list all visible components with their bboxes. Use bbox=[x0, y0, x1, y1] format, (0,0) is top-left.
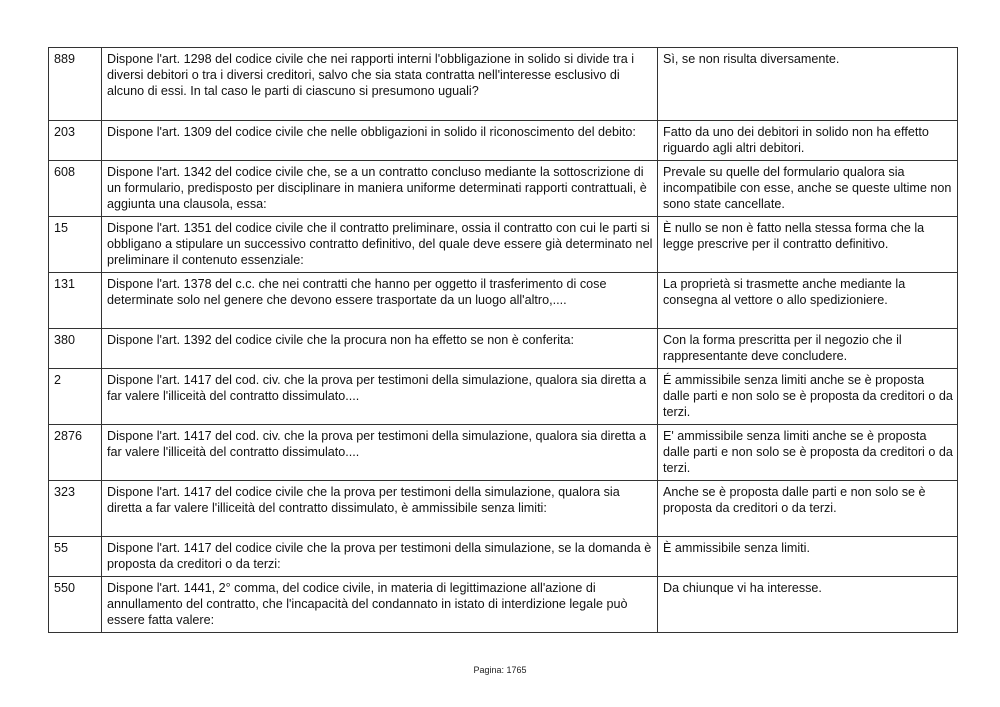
question-id: 2 bbox=[49, 369, 102, 425]
answer-text: E' ammissibile senza limiti anche se è proposta dalle parti e non solo se è proposta da creditori o da terzi. bbox=[658, 425, 958, 481]
table-row bbox=[49, 273, 958, 329]
answer-text: È nullo se non è fatto nella stessa forma che la legge prescrive per il contratto definitivo. bbox=[658, 217, 958, 273]
table-row bbox=[49, 369, 958, 425]
answer-text: La proprietà si trasmette anche mediante la consegna al vettore o allo spedizioniere. bbox=[658, 273, 958, 329]
question-text: Dispone l'art. 1298 del codice civile che nei rapporti interni l'obbligazione in solido si divide tra i diversi debitori o tra i diversi creditori, salvo che sia stata contratta nell'interesse esclusivo di alcuno di essi. In tal caso le parti di ciascuno si presumono uguali? bbox=[102, 48, 658, 121]
question-text: Dispone l'art. 1342 del codice civile che, se a un contratto concluso mediante la sottoscrizione di un formulario, predisposto per disciplinare in maniera uniforme determinati rapporti contrattuali, è aggiunta una clausola, essa: bbox=[102, 161, 658, 217]
question-id: 323 bbox=[49, 481, 102, 537]
question-text: Dispone l'art. 1417 del cod. civ. che la prova per testimoni della simulazione, qualora sia diretta a far valere l'illiceità del contratto dissimulato.... bbox=[102, 425, 658, 481]
table-row bbox=[49, 577, 958, 633]
question-id: 608 bbox=[49, 161, 102, 217]
answer-text: Sì, se non risulta diversamente. bbox=[658, 48, 958, 121]
question-text: Dispone l'art. 1441, 2° comma, del codice civile, in materia di legittimazione all'azione di annullamento del contratto, che l'incapacità del condannato in istato di interdizione legale può essere fatta valere: bbox=[102, 577, 658, 633]
answer-text: È ammissibile senza limiti. bbox=[658, 537, 958, 577]
quiz-table bbox=[48, 47, 958, 633]
table-row bbox=[49, 161, 958, 217]
answer-text: Fatto da uno dei debitori in solido non ha effetto riguardo agli altri debitori. bbox=[658, 121, 958, 161]
question-id: 55 bbox=[49, 537, 102, 577]
table-row bbox=[49, 217, 958, 273]
table-row bbox=[49, 425, 958, 481]
page-footer bbox=[0, 665, 1000, 675]
answer-text: Anche se è proposta dalle parti e non solo se è proposta da creditori o da terzi. bbox=[658, 481, 958, 537]
question-id: 889 bbox=[49, 48, 102, 121]
answer-text: Con la forma prescritta per il negozio che il rappresentante deve concludere. bbox=[658, 329, 958, 369]
question-id: 15 bbox=[49, 217, 102, 273]
question-text: Dispone l'art. 1417 del cod. civ. che la prova per testimoni della simulazione, qualora sia diretta a far valere l'illiceità del contratto dissimulato.... bbox=[102, 369, 658, 425]
question-id: 550 bbox=[49, 577, 102, 633]
table-row bbox=[49, 329, 958, 369]
question-id: 131 bbox=[49, 273, 102, 329]
answer-text: Da chiunque vi ha interesse. bbox=[658, 577, 958, 633]
question-text: Dispone l'art. 1309 del codice civile che nelle obbligazioni in solido il riconoscimento del debito: bbox=[102, 121, 658, 161]
question-id: 203 bbox=[49, 121, 102, 161]
question-text: Dispone l'art. 1351 del codice civile che il contratto preliminare, ossia il contratto con cui le parti si obbligano a stipulare un successivo contratto definitivo, del quale deve essere già determinato nel preliminare il contenuto essenziale: bbox=[102, 217, 658, 273]
table-row bbox=[49, 537, 958, 577]
question-id: 2876 bbox=[49, 425, 102, 481]
question-text: Dispone l'art. 1392 del codice civile che la procura non ha effetto se non è conferita: bbox=[102, 329, 658, 369]
answer-text: Prevale su quelle del formulario qualora sia incompatibile con esse, anche se queste ultime non sono state cancellate. bbox=[658, 161, 958, 217]
page-number: Pagina: 1765 bbox=[473, 665, 527, 675]
table-row bbox=[49, 48, 958, 121]
table-row bbox=[49, 121, 958, 161]
question-text: Dispone l'art. 1417 del codice civile che la prova per testimoni della simulazione, se la domanda è proposta da creditori o da terzi: bbox=[102, 537, 658, 577]
question-text: Dispone l'art. 1378 del c.c. che nei contratti che hanno per oggetto il trasferimento di cose determinate solo nel genere che devono essere trasportate da un luogo all'altro,.... bbox=[102, 273, 658, 329]
answer-text: É ammissibile senza limiti anche se è proposta dalle parti e non solo se è proposta da creditori o da terzi. bbox=[658, 369, 958, 425]
question-text: Dispone l'art. 1417 del codice civile che la prova per testimoni della simulazione, qualora sia diretta a far valere l'illiceità del contratto dissimulato, è ammissibile senza limiti: bbox=[102, 481, 658, 537]
table-row bbox=[49, 481, 958, 537]
quiz-table-body bbox=[49, 48, 958, 633]
question-id: 380 bbox=[49, 329, 102, 369]
